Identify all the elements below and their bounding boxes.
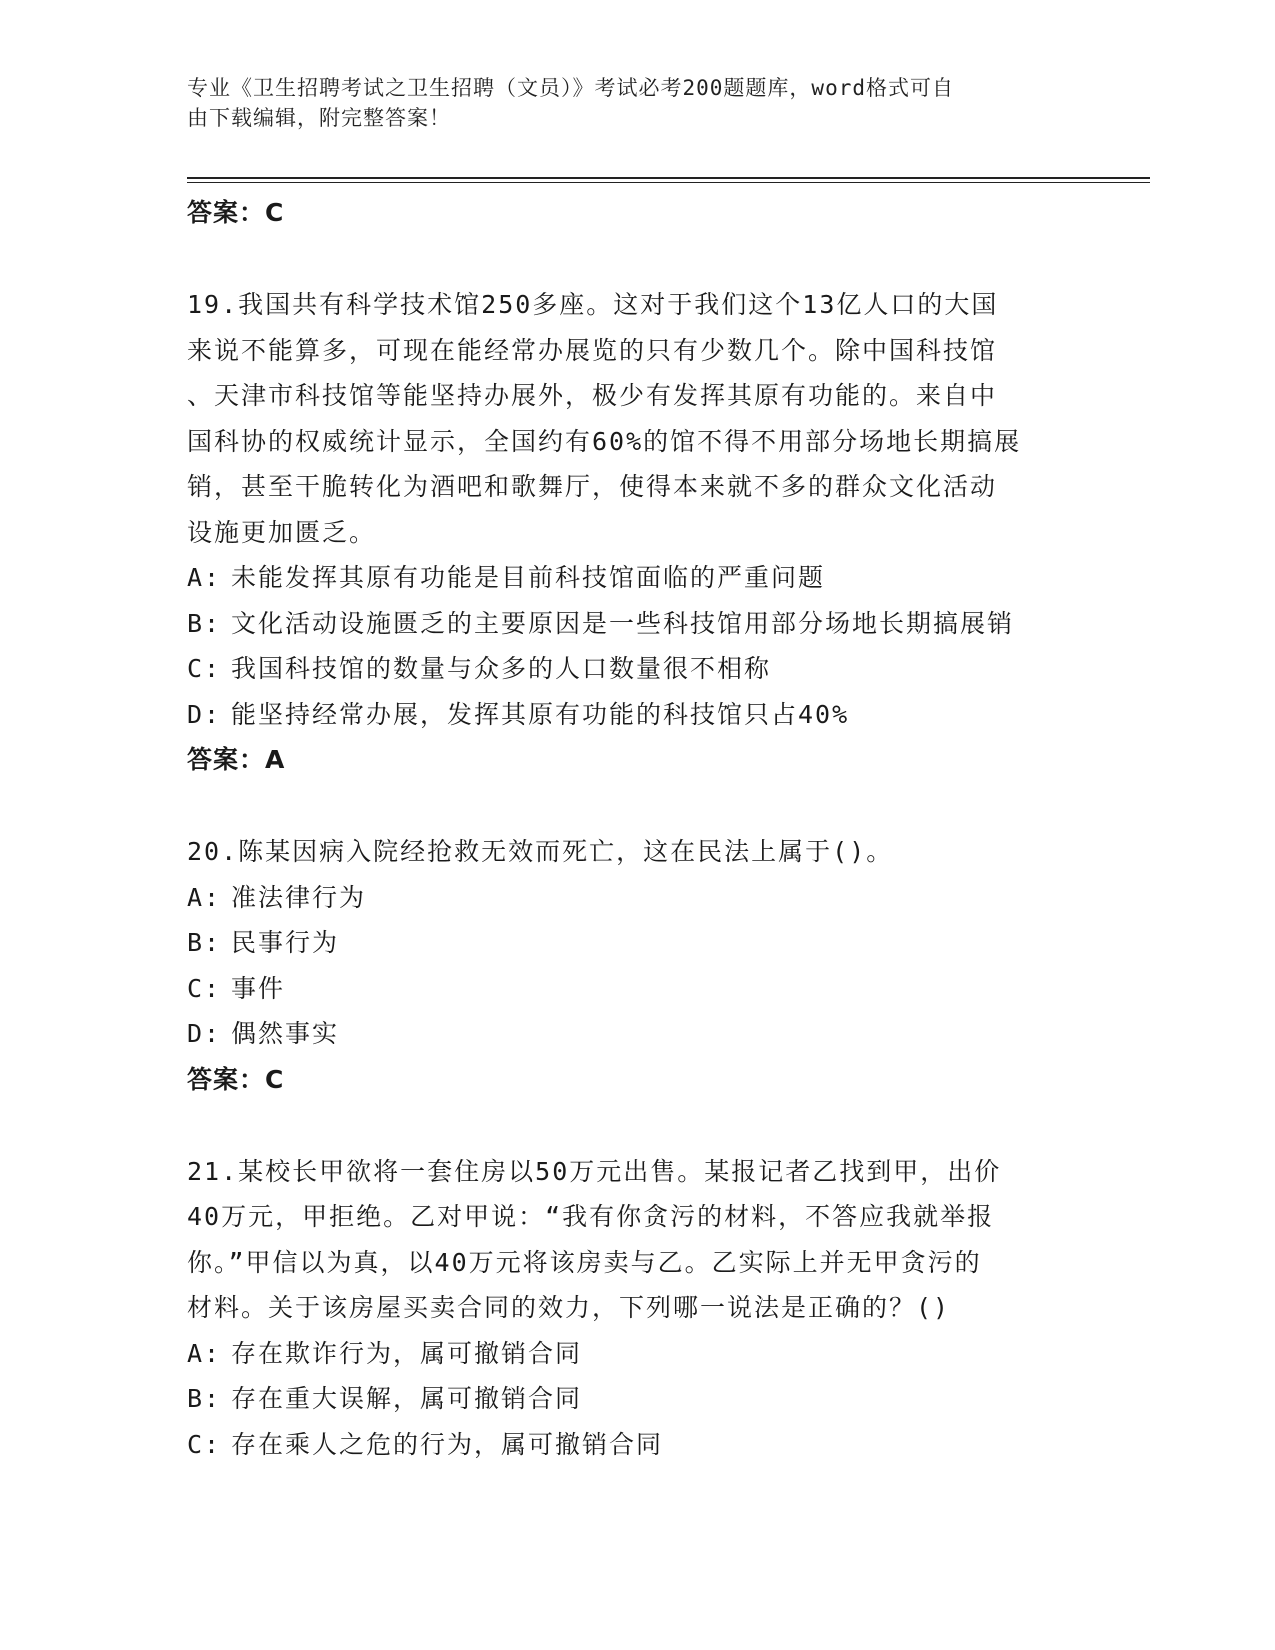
option-letter: D:	[187, 1019, 222, 1048]
question-stem-line: 设施更加匮乏。	[187, 517, 377, 547]
option-c	[187, 646, 1087, 692]
spacer	[187, 236, 1087, 282]
question-20	[187, 829, 1087, 1103]
option-text: 能坚持经常办展，发挥其原有功能的科技馆只占40%	[231, 699, 850, 729]
option-text: 存在欺诈行为，属可撤销合同	[231, 1338, 583, 1368]
option-letter: C:	[187, 973, 222, 1003]
option-letter: C:	[187, 654, 222, 683]
question-19	[187, 282, 1087, 783]
option-text: 事件	[231, 973, 286, 1003]
option-b	[187, 920, 1087, 966]
header-line-1: 专业《卫生招聘考试之卫生招聘（文员）》考试必考200题题库，word格式可自	[187, 76, 954, 100]
question-stem-line: 20.陈某因病入院经抢救无效而死亡，这在民法上属于()。	[187, 837, 894, 866]
option-letter: B:	[187, 1384, 222, 1413]
option-text: 存在重大误解，属可撤销合同	[231, 1384, 583, 1413]
document-body	[187, 190, 1087, 1467]
option-b	[187, 601, 1087, 647]
document-header	[187, 73, 1067, 133]
option-text: 我国科技馆的数量与众多的人口数量很不相称	[231, 654, 772, 683]
option-a	[187, 875, 1087, 921]
header-line-2: 由下载编辑，附完整答案！	[187, 106, 451, 130]
question-stem-line: 40万元，甲拒绝。乙对甲说：“我有你贪污的材料，不答应我就举报	[187, 1202, 995, 1231]
option-text: 未能发挥其原有功能是目前科技馆面临的严重问题	[231, 563, 826, 592]
question-stem-line: 21.某校长甲欲将一套住房以50万元出售。某报记者乙找到甲，出价	[187, 1156, 1002, 1186]
spacer	[187, 1103, 1087, 1149]
option-letter: B:	[187, 608, 222, 638]
option-letter: A:	[187, 563, 222, 592]
answer: 答案：A	[187, 745, 286, 774]
question-stem-line: 国科协的权威统计显示，全国约有60%的馆不得不用部分场地长期搞展	[187, 426, 1022, 456]
question-21	[187, 1149, 1087, 1468]
question-stem-line: 、天津市科技馆等能坚持办展外，极少有发挥其原有功能的。来自中	[187, 381, 998, 410]
option-text: 存在乘人之危的行为，属可撤销合同	[231, 1429, 664, 1459]
option-letter: B:	[187, 928, 222, 957]
option-a	[187, 555, 1087, 601]
option-text: 准法律行为	[231, 882, 367, 912]
option-a	[187, 1331, 1087, 1377]
question-stem-line: 你。”甲信以为真，以40万元将该房卖与乙。乙实际上并无甲贪污的	[187, 1247, 982, 1277]
option-text: 文化活动设施匮乏的主要原因是一些科技馆用部分场地长期搞展销	[231, 608, 1015, 638]
option-letter: A:	[187, 882, 222, 912]
question-stem-line: 19.我国共有科学技术馆250多座。这对于我们这个13亿人口的大国	[187, 290, 999, 319]
answer: 答案：C	[187, 1064, 285, 1094]
header-divider	[187, 177, 1150, 179]
question-stem-line: 销，甚至干脆转化为酒吧和歌舞厅，使得本来就不多的群众文化活动	[187, 472, 998, 501]
option-letter: D:	[187, 699, 222, 729]
option-text: 民事行为	[231, 928, 340, 957]
answer-previous: 答案：C	[187, 198, 285, 227]
header-divider-thin	[187, 182, 1150, 183]
option-c	[187, 966, 1087, 1012]
option-letter: C:	[187, 1429, 222, 1459]
spacer	[187, 783, 1087, 829]
option-letter: A:	[187, 1338, 222, 1368]
question-stem-line: 来说不能算多，可现在能经常办展览的只有少数几个。除中国科技馆	[187, 335, 998, 365]
question-stem-line: 材料。关于该房屋买卖合同的效力，下列哪一说法是正确的？()	[187, 1293, 951, 1322]
option-b	[187, 1376, 1087, 1422]
option-d	[187, 1011, 1087, 1057]
option-d	[187, 692, 1087, 738]
option-c	[187, 1422, 1087, 1468]
option-text: 偶然事实	[231, 1019, 340, 1048]
